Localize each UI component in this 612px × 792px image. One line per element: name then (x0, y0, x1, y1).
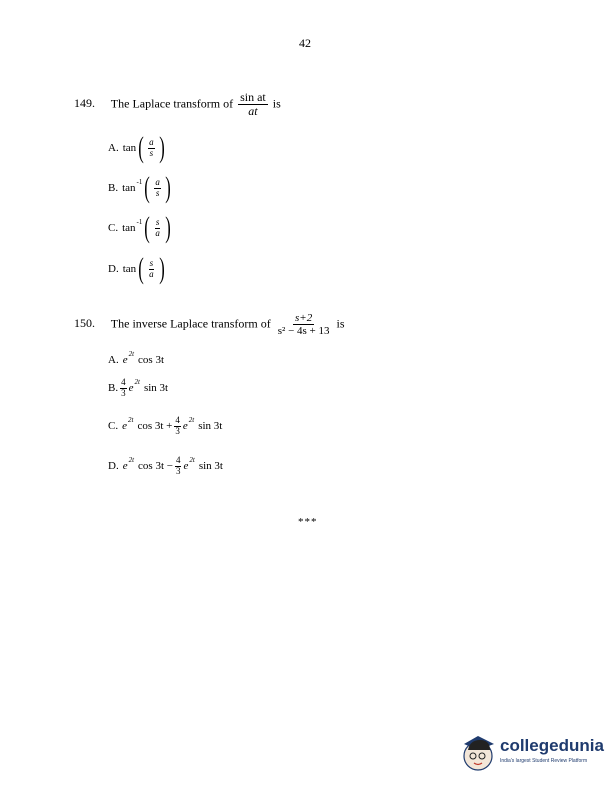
fraction-numerator: s (149, 257, 154, 268)
option-fraction (154, 178, 161, 199)
option-term: sin 3t (143, 382, 169, 395)
option-superscript: -1 (136, 218, 143, 226)
question-number: 150. (74, 316, 95, 331)
exp-base: e (182, 420, 188, 433)
coefficient-fraction (120, 378, 127, 399)
question-number: 149. (74, 96, 95, 111)
option-letter: D. (108, 460, 119, 473)
option-150-b (108, 378, 168, 399)
fraction-numerator: 4 (175, 455, 181, 465)
question-text: The inverse Laplace transform of (110, 316, 271, 331)
exp-power: 2t (189, 456, 195, 465)
exp-base: e (122, 354, 128, 366)
fraction-denominator: s (149, 147, 154, 158)
page-number: 42 (299, 36, 311, 50)
exp-power: 2t (188, 416, 195, 425)
option-149-a: A. tan ( $\frac{a}{s}$ ) (108, 131, 165, 164)
coefficient-fraction (175, 456, 182, 477)
exp-power: 2t (128, 350, 135, 358)
fraction-denominator: a (149, 268, 154, 279)
option-term: cos 3t + (137, 420, 173, 433)
option-149-b: B. tan -1 ( $\frac{a}{s}$ ) (108, 171, 171, 204)
option-149-d: D. tan ( $\frac{s}{a}$ ) (108, 252, 165, 285)
option-fraction (148, 138, 155, 159)
option-term: cos 3t (138, 354, 165, 366)
option-superscript: -1 (136, 178, 143, 186)
fraction-denominator: 3 (175, 465, 181, 476)
option-letter: D. (108, 263, 119, 275)
exp-base: e (122, 460, 128, 473)
fraction-denominator: s² − 4s + 13 (277, 325, 330, 338)
fraction-numerator: a (149, 136, 154, 147)
option-term: cos 3t − (138, 460, 173, 473)
fraction-denominator: s (155, 187, 160, 198)
option-150-d (108, 456, 223, 477)
question-150 (74, 312, 345, 337)
fraction-numerator: a (155, 176, 160, 187)
fraction-numerator: 4 (121, 377, 126, 387)
exp-base: e (183, 460, 189, 473)
end-mark: *** (298, 516, 318, 528)
fraction-denominator: 3 (121, 387, 126, 398)
question-149 (74, 91, 281, 118)
option-func: tan (122, 222, 136, 234)
exp-base: e (122, 420, 127, 433)
option-150-c (108, 416, 222, 437)
option-term: sin 3t (198, 460, 223, 473)
option-letter: B. (108, 182, 119, 194)
exp-power: 2t (127, 416, 134, 425)
option-fraction (148, 259, 155, 280)
brand-tagline: India's largest Student Review Platform (500, 758, 588, 764)
question-text: The Laplace transform of (110, 96, 234, 111)
option-letter: A. (108, 142, 119, 154)
option-letter: A. (108, 354, 119, 366)
fraction-denominator: a (155, 227, 160, 238)
fraction-numerator: s+2 (295, 312, 313, 324)
exp-power: 2t (128, 456, 135, 465)
option-letter: B. (108, 382, 119, 395)
question-fraction (238, 91, 268, 118)
option-letter: C. (108, 222, 119, 234)
option-letter: C. (108, 420, 119, 433)
fraction-numerator: sin at (240, 90, 266, 104)
coefficient-fraction (174, 416, 181, 437)
fraction-denominator: 3 (175, 425, 180, 436)
option-func: tan (122, 182, 136, 194)
option-fraction (154, 218, 161, 239)
option-func: tan (122, 142, 137, 154)
exp-base: e (128, 382, 134, 395)
question-suffix: is (272, 96, 281, 111)
exp-power: 2t (134, 378, 140, 387)
option-149-c: C. tan -1 ( $\frac{s}{a}$ ) (108, 211, 171, 244)
fraction-numerator: 4 (175, 415, 180, 425)
brand-name: collegedunia (500, 736, 604, 755)
fraction-denominator: at (248, 104, 258, 119)
fraction-numerator: s (155, 216, 160, 227)
option-150-a (108, 350, 165, 366)
option-func: tan (122, 263, 137, 275)
question-suffix: is (336, 316, 345, 331)
question-fraction (276, 312, 332, 337)
option-term: sin 3t (198, 420, 223, 433)
